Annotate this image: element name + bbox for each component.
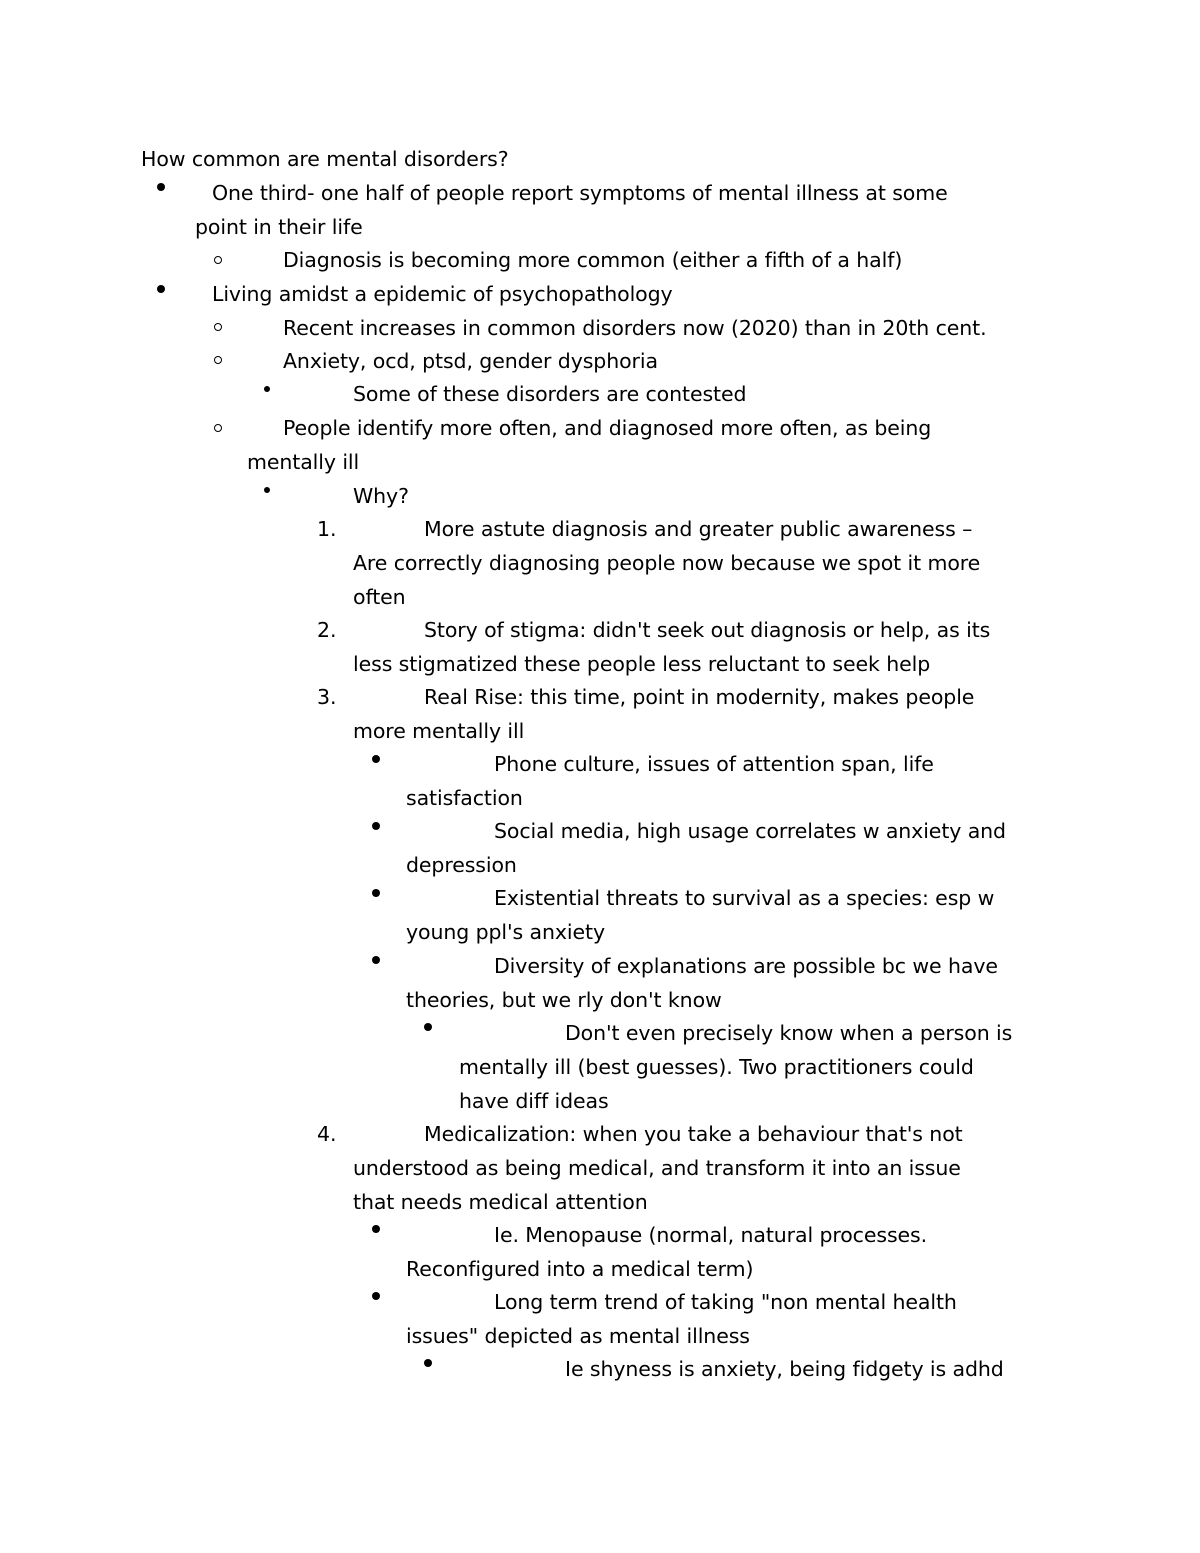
bullet-icon [157, 183, 165, 191]
list-item-text: Long term trend of taking "non mental health [494, 1290, 957, 1314]
bullet-icon [264, 487, 270, 493]
list-item-text: issues" depicted as mental illness [406, 1324, 750, 1348]
list-item-text: point in their life [195, 215, 363, 239]
list-item-text: often [353, 585, 406, 609]
circle-bullet-icon [214, 256, 222, 264]
list-item-text: more mentally ill [353, 719, 525, 743]
list-item-text: theories, but we rly don't know [406, 988, 722, 1012]
bullet-icon [264, 386, 270, 392]
list-item-text: Some of these disorders are contested [353, 382, 747, 406]
circle-bullet-icon [214, 424, 222, 432]
list-item-text: Recent increases in common disorders now (2020) than in 20th cent. [283, 316, 987, 340]
list-item-text: Medicalization: when you take a behaviour that's not [424, 1122, 963, 1146]
list-item-text: have diff ideas [459, 1089, 609, 1113]
list-item-text: One third- one half of people report symptoms of mental illness at some [212, 181, 948, 205]
list-number: 4. [317, 1122, 337, 1146]
bullet-icon [157, 285, 165, 293]
list-item-text: mentally ill [247, 450, 360, 474]
circle-bullet-icon [214, 323, 222, 331]
list-number: 1. [317, 517, 337, 541]
circle-bullet-icon [214, 356, 222, 364]
list-item-text: that needs medical attention [353, 1190, 648, 1214]
bullet-icon [372, 822, 380, 830]
list-item-text: Diagnosis is becoming more common (either a fifth of a half) [283, 248, 903, 272]
list-item-text: Story of stigma: didn't seek out diagnosis or help, as its [424, 618, 991, 642]
list-item-text: depression [406, 853, 517, 877]
bullet-icon [372, 889, 380, 897]
list-item-text: mentally ill (best guesses). Two practitioners could [459, 1055, 974, 1079]
list-item-text: understood as being medical, and transform it into an issue [353, 1156, 961, 1180]
bullet-icon [424, 1023, 432, 1031]
list-number: 2. [317, 618, 337, 642]
list-item-text: Diversity of explanations are possible bc we have [494, 954, 998, 978]
list-item-text: Ie shyness is anxiety, being fidgety is adhd [565, 1357, 1004, 1381]
list-item-text: young ppl's anxiety [406, 920, 606, 944]
bullet-icon [372, 1292, 380, 1300]
list-item-text: More astute diagnosis and greater public awareness – [424, 517, 973, 541]
list-item-text: Real Rise: this time, point in modernity, makes people [424, 685, 975, 709]
list-item-text: less stigmatized these people less reluctant to seek help [353, 652, 931, 676]
bullet-icon [424, 1359, 432, 1367]
list-item-text: Are correctly diagnosing people now because we spot it more [353, 551, 981, 575]
bullet-icon [372, 956, 380, 964]
list-number: 3. [317, 685, 337, 709]
list-item-text: Why? [353, 484, 409, 508]
list-item-text: Living amidst a epidemic of psychopathology [212, 282, 673, 306]
list-item-text: Don't even precisely know when a person is [565, 1021, 1013, 1045]
list-item-text: satisfaction [406, 786, 523, 810]
list-item-text: Existential threats to survival as a species: esp w [494, 886, 995, 910]
bullet-icon [372, 755, 380, 763]
list-item-text: People identify more often, and diagnosed more often, as being [283, 416, 932, 440]
list-item-text: Anxiety, ocd, ptsd, gender dysphoria [283, 349, 658, 373]
document-title: How common are mental disorders? [141, 147, 509, 171]
bullet-icon [372, 1225, 380, 1233]
list-item-text: Social media, high usage correlates w anxiety and [494, 819, 1006, 843]
list-item-text: Ie. Menopause (normal, natural processes. [494, 1223, 928, 1247]
list-item-text: Phone culture, issues of attention span, life [494, 752, 934, 776]
list-item-text: Reconfigured into a medical term) [406, 1257, 754, 1281]
